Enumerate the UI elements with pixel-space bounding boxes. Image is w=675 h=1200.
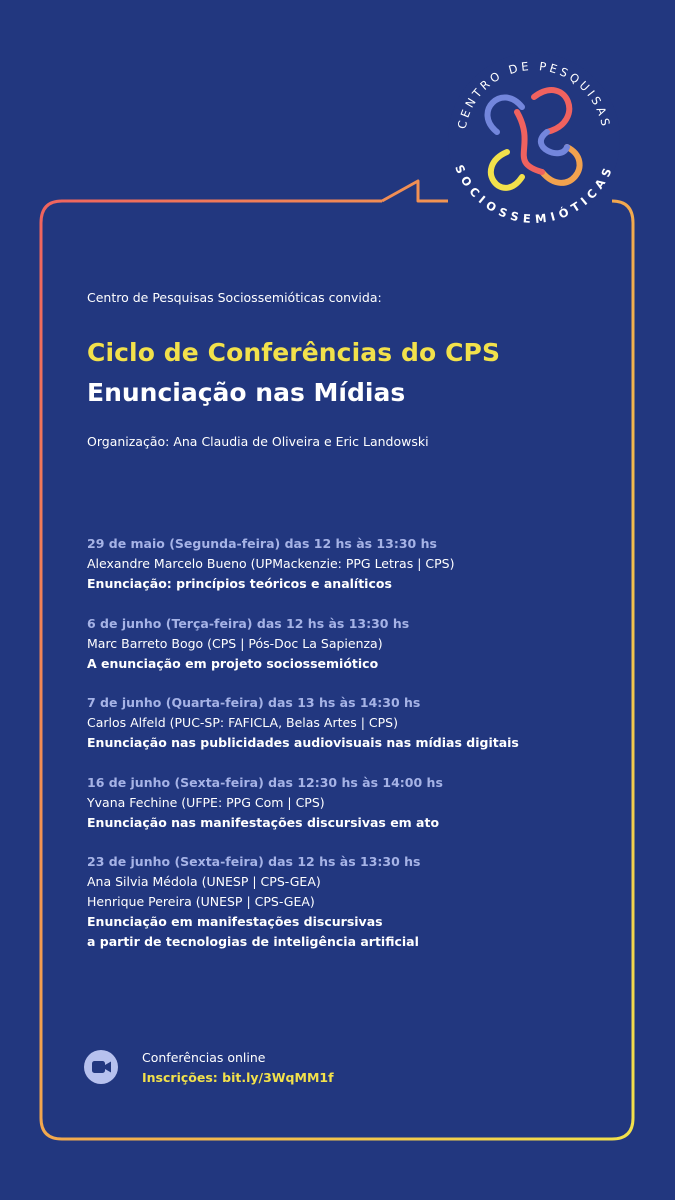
session-item	[87, 852, 607, 952]
footer-text	[142, 1048, 334, 1088]
video-camera-icon	[84, 1050, 118, 1084]
session-item	[87, 773, 607, 833]
session-list	[87, 534, 607, 972]
session-speaker: Marc Barreto Bogo (CPS | Pós-Doc La Sapienza)	[87, 635, 383, 651]
organizers-line: Organização: Ana Claudia de Oliveira e Eric Landowski	[87, 434, 429, 449]
signup-link[interactable]: Inscrições: bit.ly/3WqMM1f	[142, 1070, 334, 1085]
session-speaker: Henrique Pereira (UNESP | CPS-GEA)	[87, 894, 315, 909]
cps-logo	[447, 52, 621, 226]
session-date: 6 de junho (Terça-feira) das 12 hs às 13:30 hs	[87, 615, 410, 631]
event-title: Ciclo de Conferências do CPS	[87, 338, 501, 367]
session-talk-title: A enunciação em projeto sociossemiótico	[87, 655, 379, 671]
session-talk-title: Enunciação nas publicidades audiovisuais nas mídias digitais	[87, 735, 519, 750]
inviter-line: Centro de Pesquisas Sociossemióticas convida:	[87, 290, 382, 305]
session-talk-title: a partir de tecnologias de inteligência artificial	[87, 934, 419, 949]
session-speaker: Ana Silvia Médola (UNESP | CPS-GEA)	[87, 874, 321, 889]
session-item	[87, 534, 607, 594]
session-date: 29 de maio (Segunda-feira) das 12 hs às 13:30 hs	[87, 536, 437, 551]
session-speaker: Yvana Fechine (UFPE: PPG Com | CPS)	[87, 794, 325, 810]
session-speaker: Alexandre Marcelo Bueno (UPMackenzie: PPG Letras | CPS)	[87, 556, 455, 571]
online-note: Conferências online	[142, 1050, 266, 1065]
event-subtitle: Enunciação nas Mídias	[87, 378, 406, 407]
session-talk-title: Enunciação: princípios teóricos e analíticos	[87, 576, 392, 591]
session-speaker: Carlos Alfeld (PUC-SP: FAFICLA, Belas Artes | CPS)	[87, 715, 398, 730]
session-item	[87, 614, 607, 674]
session-date: 23 de junho (Sexta-feira) das 12 hs às 13:30 hs	[87, 854, 421, 869]
session-talk-title: Enunciação nas manifestações discursivas em ato	[87, 814, 440, 830]
session-date: 7 de junho (Quarta-feira) das 13 hs às 14:30 hs	[87, 695, 421, 710]
session-date: 16 de junho (Sexta-feira) das 12:30 hs às 14:00 hs	[87, 774, 443, 790]
logo-text-top: CENTRO DE PESQUISAS	[454, 58, 614, 131]
logo-text-bottom: SOCIOSSEMIÓTICAS	[452, 162, 616, 226]
session-item	[87, 693, 607, 753]
session-talk-title: Enunciação em manifestações discursivas	[87, 914, 383, 929]
